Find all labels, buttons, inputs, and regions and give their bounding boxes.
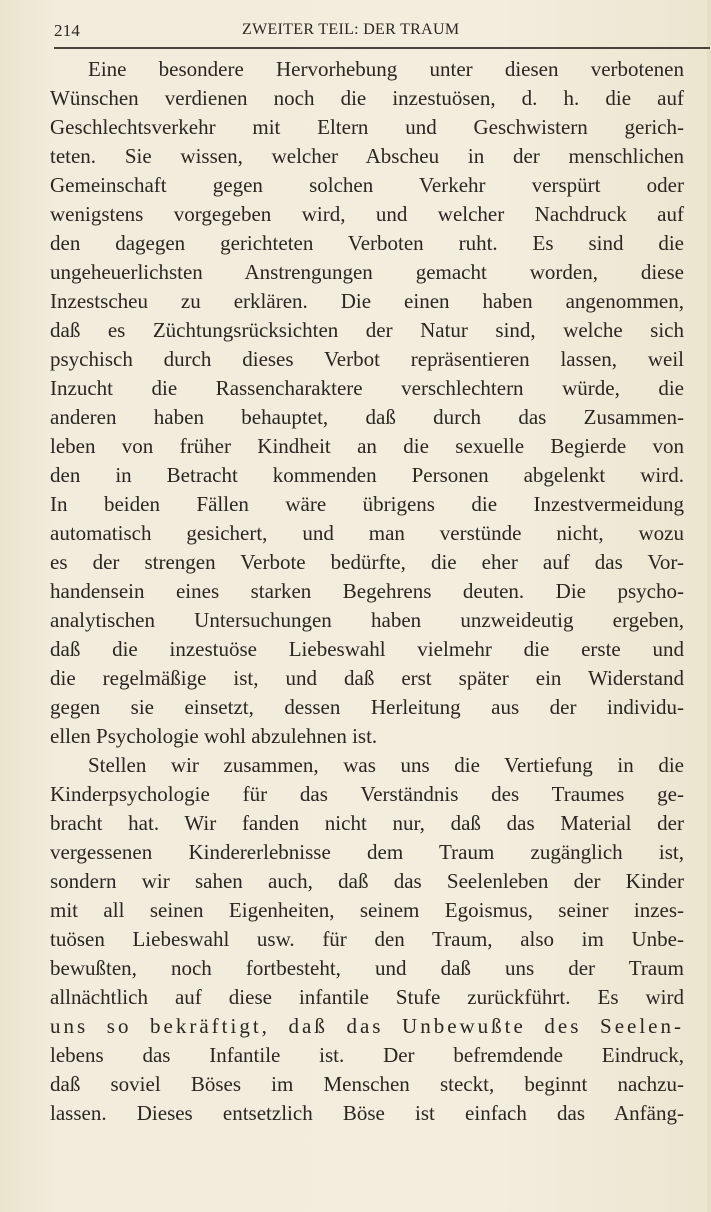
page-number: 214 (54, 21, 81, 40)
text-line: allnächtlich auf diese infantile Stufe zurückführt. Es wird (50, 985, 684, 1009)
text-line: lebens das Infantile ist. Der befremdende Eindruck, (50, 1043, 684, 1067)
text-line: es der strengen Verbote bedürfte, die eher auf das Vor- (50, 550, 684, 574)
text-line: vergessenen Kindererlebnisse dem Traum zugänglich ist, (50, 840, 684, 864)
text-line: Inzestscheu zu erklären. Die einen haben angenommen, (50, 289, 684, 313)
text-line: ungeheuerlichsten Anstrengungen gemacht worden, diese (50, 260, 684, 284)
text-line: psychisch durch dieses Verbot repräsentieren lassen, weil (50, 347, 684, 371)
text-line: bracht hat. Wir fanden nicht nur, daß das Material der (50, 811, 684, 835)
text-line: bewußten, noch fortbesteht, und daß uns der Traum (50, 956, 684, 980)
text-line: Eine besondere Hervorhebung unter diesen verbotenen (88, 57, 684, 81)
text-line: daß die inzestuöse Liebeswahl vielmehr die erste und (50, 637, 684, 661)
text-line: Geschlechtsverkehr mit Eltern und Geschwistern gerich- (50, 115, 684, 139)
text-line: Stellen wir zusammen, was uns die Vertiefung in die (88, 753, 684, 777)
text-line: handensein eines starken Begehrens deuten. Die psycho- (50, 579, 684, 603)
text-line: automatisch gesichert, und man verstünde nicht, wozu (50, 521, 684, 545)
header-rule (54, 47, 710, 49)
text-line: lassen. Dieses entsetzlich Böse ist einfach das Anfäng- (50, 1101, 684, 1125)
text-line: Inzucht die Rassencharaktere verschlechtern würde, die (50, 376, 684, 400)
text-line: die regelmäßige ist, und daß erst später ein Widerstand (50, 666, 684, 690)
text-line: Kinderpsychologie für das Verständnis des Traumes ge- (50, 782, 684, 806)
text-line: In beiden Fällen wäre übrigens die Inzestvermeidung (50, 492, 684, 516)
body-text (50, 55, 684, 1128)
text-line: analytischen Untersuchungen haben unzweideutig ergeben, (50, 608, 684, 632)
text-line: mit all seinen Eigenheiten, seinem Egoismus, seiner inzes- (50, 898, 684, 922)
running-title: ZWEITER TEIL: DER TRAUM (242, 21, 460, 38)
text-line: Wünschen verdienen noch die inzestuösen, d. h. die auf (50, 86, 684, 110)
text-line-spaced: uns so bekräftigt, daß das Unbewußte des Seelen- (50, 1014, 684, 1038)
text-line: teten. Sie wissen, welcher Abscheu in der menschlichen (50, 144, 684, 168)
text-line-paragraph-end: ellen Psychologie wohl abzulehnen ist. (50, 724, 378, 748)
page-edge (707, 0, 711, 1212)
text-line: leben von früher Kindheit an die sexuelle Begierde von (50, 434, 684, 458)
text-line: den in Betracht kommenden Personen abgelenkt wird. (50, 463, 684, 487)
text-line: sondern wir sahen auch, daß das Seelenleben der Kinder (50, 869, 684, 893)
text-line: daß soviel Böses im Menschen steckt, beginnt nachzu- (50, 1072, 684, 1096)
text-line: anderen haben behauptet, daß durch das Zusammen- (50, 405, 684, 429)
text-line: den dagegen gerichteten Verboten ruht. Es sind die (50, 231, 684, 255)
text-line: tuösen Liebeswahl usw. für den Traum, also im Unbe- (50, 927, 684, 951)
text-line: Gemeinschaft gegen solchen Verkehr verspürt oder (50, 173, 684, 197)
running-head (54, 21, 710, 45)
text-line: wenigstens vorgegeben wird, und welcher Nachdruck auf (50, 202, 684, 226)
text-line: gegen sie einsetzt, dessen Herleitung aus der individu- (50, 695, 684, 719)
text-line: daß es Züchtungsrücksichten der Natur sind, welche sich (50, 318, 684, 342)
